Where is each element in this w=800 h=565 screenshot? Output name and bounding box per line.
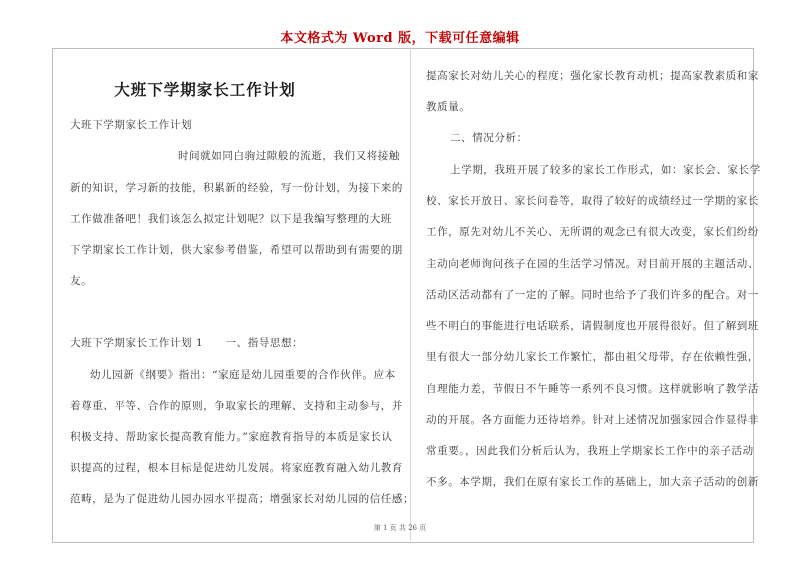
format-banner: 本文格式为 Word 版，下载可任意编辑 <box>280 31 520 46</box>
body-line: 范畴，是为了促进幼儿园办园水平提高；增强家长对幼儿园的信任感； <box>70 493 415 505</box>
intro-line: 友。 <box>70 275 93 287</box>
right-line: 活动区活动都有了一定的了解。同时也给予了我们许多的配合。对一 <box>426 289 759 301</box>
right-line: 校、家长开放日、家长问卷等，取得了较好的成绩经过一学期的家长 <box>426 195 759 207</box>
right-line: 常重要。，因此我们分析后认为，我班上学期家长工作中的亲子活动 <box>426 445 754 457</box>
right-line: 自理能力差，节假日不午睡等一系列不良习惯。这样就影响了教学活 <box>426 383 759 395</box>
right-line: 动的开展。各方面能力还待培养。针对上述情况加强家园合作显得非 <box>426 414 759 426</box>
right-line: 工作，原先对幼儿不关心、无所谓的观念已有很大改变，家长们纷纷 <box>426 226 759 238</box>
document-title: 大班下学期家长工作计划 <box>114 80 296 99</box>
section-heading-analysis: 二、情况分析： <box>450 132 528 144</box>
page-number: 第 1 页 共 26 页 <box>373 524 427 532</box>
intro-line: 时间就如同白驹过隙般的流逝，我们又将接触 <box>178 150 400 162</box>
intro-line: 工作做准备吧！我们该怎么拟定计划呢？以下是我编写整理的大班 <box>70 213 392 225</box>
right-line: 提高家长对幼儿关心的程度；强化家长教育动机；提高家教素质和家 <box>426 70 759 82</box>
right-line: 些不明白的事能进行电话联系，请假制度也开展得很好。但了解到班 <box>426 320 759 332</box>
intro-line: 新的知识，学习新的技能，积累新的经验，写一份计划，为接下来的 <box>70 182 403 194</box>
right-line: 不多。本学期，我们在原有家长工作的基础上，加大亲子活动的创新 <box>426 476 759 488</box>
body-line: 幼儿园新《纲要》指出：“家庭是幼儿园重要的合作伙伴。应本 <box>90 369 396 381</box>
column-divider <box>410 48 411 541</box>
right-line: 上学期，我班开展了较多的家长工作形式，如：家长会、家长学 <box>450 164 761 176</box>
intro-line: 下学期家长工作计划，供大家参考借鉴，希望可以帮助到有需要的朋 <box>70 244 403 256</box>
left-subtitle: 大班下学期家长工作计划 <box>70 119 193 131</box>
section-heading-guiding: 大班下学期家长工作计划 1 一、指导思想： <box>70 337 304 349</box>
body-line: 积极支持、帮助家长提高教育能力。”家庭教育指导的本质是家长认 <box>70 431 393 443</box>
right-line: 教质量。 <box>426 101 471 113</box>
right-line: 里有很大一部分幼儿家长工作繁忙，都由祖父母带，存在依赖性强， <box>426 351 759 363</box>
body-line: 识提高的过程，根本目标是促进幼儿发展。将家庭教育融入幼儿教育 <box>70 462 403 474</box>
body-line: 着尊重、平等、合作的原则，争取家长的理解、支持和主动参与，并 <box>70 400 403 412</box>
right-line: 主动向老师询问孩子在园的生活学习情况。对目前开展的主题活动、 <box>426 258 759 270</box>
